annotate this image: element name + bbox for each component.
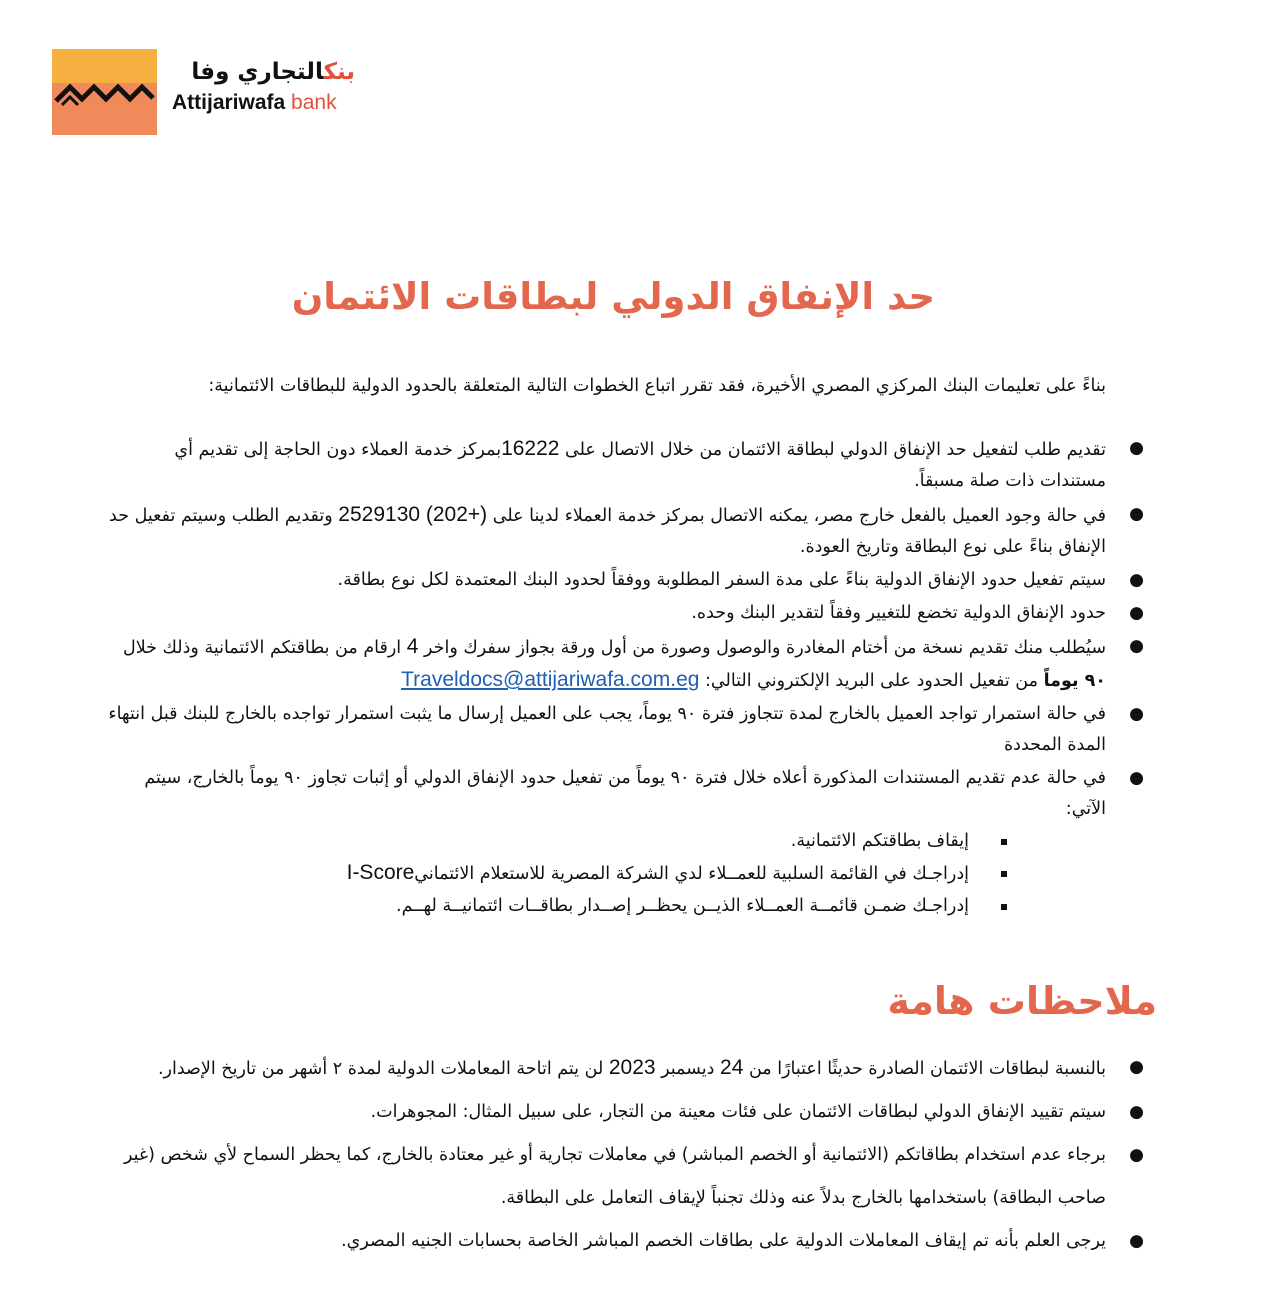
list-item: ● بالنسبة لبطاقات الائتمان الصادرة حديثًا اعتبارًا من 24 ديسمبر 2023 لن يتم اتاحة المعاملات الدولية لمدة ٢ أشهر من تاريخ الإصدار.	[108, 1046, 1148, 1091]
list-item: ● سيتم تفعيل حدود الإنفاق الدولية بناءً على مدة السفر المطلوبة ووفقاً لحدود البنك المعتمدة لكل نوع بطاقة.	[108, 565, 1148, 596]
notes-list	[108, 1046, 1148, 1263]
bullet-dot-icon: ●	[1129, 1231, 1144, 1251]
attijariwafa-logo-icon	[52, 49, 157, 135]
sub-list-item: إيقاف بطاقتكم الائتمانية.	[108, 825, 1011, 857]
notes-title: ملاحظات هامة	[887, 979, 1157, 1023]
list-item: ● سيُطلب منك تقديم نسخة من أختام المغادرة والوصول وصورة من أول ورقة بجواز سفرك واخر 4 ارقام من بطاقتكم الائتمانية وذلك خلال ٩٠ يوماً من تفعيل الحدود على البريد الإلكتروني التالي: Traveldocs@attijariwafa.com.eg	[108, 631, 1148, 697]
list-item: ● برجاء عدم استخدام بطاقاتكم (الائتمانية أو الخصم المباشر) في معاملات تجارية أو غير معتادة بالخارج، كما يحظر السماح لأي شخص (غير صاحب البطاقة) باستخدامها بالخارج بدلاً عنه وذلك تجنباً لإيقاف التعامل على البطاقة.	[108, 1134, 1148, 1220]
bullet-dot-icon: ●	[1129, 603, 1144, 623]
bullet-dot-icon: ●	[1129, 768, 1144, 788]
logo-latin-text	[172, 91, 337, 115]
intro-paragraph: بناءً على تعليمات البنك المركزي المصري الأخيرة، فقد تقرر اتباع الخطوات التالية المتعلقة بالحدود الدولية للبطاقات الائتمانية:	[208, 376, 1106, 396]
logo-arabic-name: التجاري وفا	[191, 59, 324, 85]
sub-list-item: إدراجـك في القائمة السلبية للعمــلاء لدي الشركة المصرية للاستعلام الائتمانيI-Score	[108, 857, 1011, 890]
steps-list	[108, 433, 1148, 922]
hotline-number: 16222	[501, 437, 560, 460]
page-title: حد الإنفاق الدولي لبطاقات الائتمان	[291, 275, 935, 318]
bullet-dot-icon: ●	[1129, 636, 1144, 656]
list-item: ● يرجى العلم بأنه تم إيقاف المعاملات الدولية على بطاقات الخصم المباشر الخاصة بحسابات الجنيه المصري.	[108, 1220, 1148, 1263]
bullet-dot-icon: ●	[1129, 570, 1144, 590]
bullet-dot-icon: ●	[1129, 504, 1144, 524]
consequences-list	[108, 825, 1106, 922]
list-item: ● سيتم تقييد الإنفاق الدولي لبطاقات الائتمان على فئات معينة من التجار، على سبيل المثال: المجوهرات.	[108, 1091, 1148, 1134]
bullet-dot-icon: ●	[1129, 438, 1144, 458]
sub-list-item: إدراجـك ضمـن قائمــة العمــلاء الذيــن يحظــر إصــدار بطاقــات ائتمانيــة لهــم.	[108, 890, 1011, 922]
list-item: ● حدود الإنفاق الدولية تخضع للتغيير وفقاً لتقدير البنك وحده.	[108, 598, 1148, 629]
travel-docs-email-link[interactable]: Traveldocs@attijariwafa.com.eg	[401, 668, 700, 691]
bullet-dot-icon: ●	[1129, 1145, 1144, 1165]
bullet-dot-icon: ●	[1129, 704, 1144, 724]
square-bullet-icon	[1001, 839, 1007, 845]
list-item: ● في حالة استمرار تواجد العميل بالخارج لمدة تتجاوز فترة ٩٠ يوماً، يجب على العميل إرسال ما يثبت استمرار تواجده بالخارج للبنك قبل انتهاء المدة المحددة	[108, 699, 1148, 761]
list-item: ● تقديم طلب لتفعيل حد الإنفاق الدولي لبطاقة الائتمان من خلال الاتصال على 16222بمركز خدمة العملاء دون الحاجة إلى تقديم أي مستندات ذات صلة مسبقاً.	[108, 433, 1148, 497]
bullet-dot-icon: ●	[1129, 1057, 1144, 1077]
square-bullet-icon	[1001, 904, 1007, 910]
logo-latin-bank: bank	[285, 91, 337, 114]
logo-arabic-text	[170, 58, 355, 86]
logo-latin-name: Attijariwafa	[172, 91, 286, 114]
logo-arabic-bank: بنك	[323, 59, 355, 85]
logo-waves-icon	[52, 49, 157, 135]
deadline-bold: ٩٠ يوماً	[1043, 671, 1106, 691]
bullet-dot-icon: ●	[1129, 1102, 1144, 1122]
list-item: ● في حالة وجود العميل بالفعل خارج مصر، يمكنه الاتصال بمركز خدمة العملاء لدينا على 2529130 (202+) وتقديم الطلب وسيتم تفعيل حد الإنفاق بناءً على نوع البطاقة وتاريخ العودة.	[108, 499, 1148, 563]
square-bullet-icon	[1001, 871, 1007, 877]
list-item: ● في حالة عدم تقديم المستندات المذكورة أعلاه خلال فترة ٩٠ يوماً من تفعيل حدود الإنفاق الدولي أو إثبات تجاوز ٩٠ يوماً بالخارج، سيتم الآتي: إيقاف بطاقتكم الائتمانية. إدراجـك في القائمة السلبية للعمــلاء لدي الشركة المصرية للاستعلام الائتمانيI-Score إدراجـك ضمـن قائمــة العمــلاء الذيــن يحظــر إصــدار بطاقــات ائتمانيــة لهــم.	[108, 763, 1148, 922]
international-phone-number: 2529130 (202+)	[338, 503, 488, 526]
